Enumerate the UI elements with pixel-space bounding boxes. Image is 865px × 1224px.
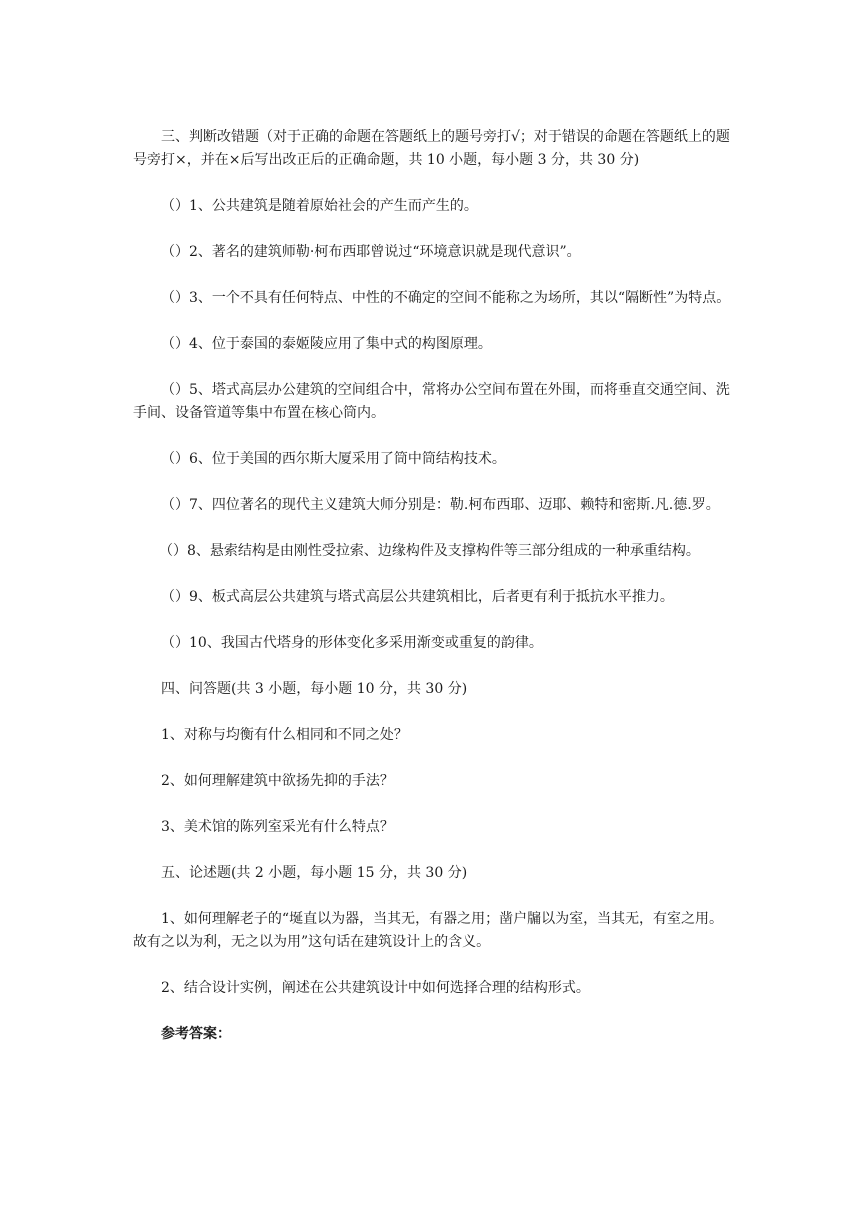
question-item-2: 2、如何理解建筑中欲扬先抑的手法？ [161,773,394,789]
section4-heading: 四、问答题(共 3 小题，每小题 10 分，共 30 分) [161,681,468,697]
essay-item-2: 2、结合设计实例，阐述在公共建筑设计中如何选择合理的结构形式。 [161,980,590,996]
section5-heading: 五、论述题(共 2 小题，每小题 15 分，共 30 分) [161,865,468,881]
document-page [133,126,733,1046]
section3-heading: 三、判断改错题（对于正确的命题在答题纸上的题号旁打√；对于错误的命题在答题纸上的题号旁打×，并在×后写出改正后的正确命题，共 10 小题，每小题 3 分，共 30 分) [133,129,730,168]
judgment-item-7: （）7、四位著名的现代主义建筑大师分别是：勒.柯布西耶、迈耶、赖特和密斯.凡.德.罗。 [161,497,720,513]
judgment-item-9: （）9、板式高层公共建筑与塔式高层公共建筑相比，后者更有利于抵抗水平推力。 [161,589,674,605]
judgment-item-1: （）1、公共建筑是随着原始社会的产生而产生的。 [161,198,478,214]
judgment-item-10: （）10、我国古代塔身的形体变化多采用渐变或重复的韵律。 [161,635,543,651]
question-item-1: 1、对称与均衡有什么相同和不同之处？ [161,727,408,743]
judgment-item-8: （）8、悬索结构是由刚性受拉索、边缘构件及支撑构件等三部分组成的一种承重结构。 [159,543,700,559]
answers-heading: 参考答案： [161,1026,231,1042]
judgment-item-3: （）3、一个不具有任何特点、中性的不确定的空间不能称之为场所，其以“隔断性”为特点。 [161,290,731,306]
judgment-item-2: （）2、著名的建筑师勒·柯布西耶曾说过“环境意识就是现代意识”。 [161,244,581,260]
essay-item-1: 1、如何理解老子的“埏直以为器，当其无，有器之用；凿户牖以为室，当其无，有室之用。故有之以为利，无之以为用”这句话在建筑设计上的含义。 [133,911,724,950]
judgment-item-4: （）4、位于泰国的泰姬陵应用了集中式的构图原理。 [161,336,492,352]
judgment-item-5: （）5、塔式高层办公建筑的空间组合中，常将办公空间布置在外围，而将垂直交通空间、洗手间、设备管道等集中布置在核心筒内。 [133,382,730,421]
question-item-3: 3、美术馆的陈列室采光有什么特点？ [161,819,394,835]
judgment-item-6: （）6、位于美国的西尔斯大厦采用了筒中筒结构技术。 [161,451,506,467]
